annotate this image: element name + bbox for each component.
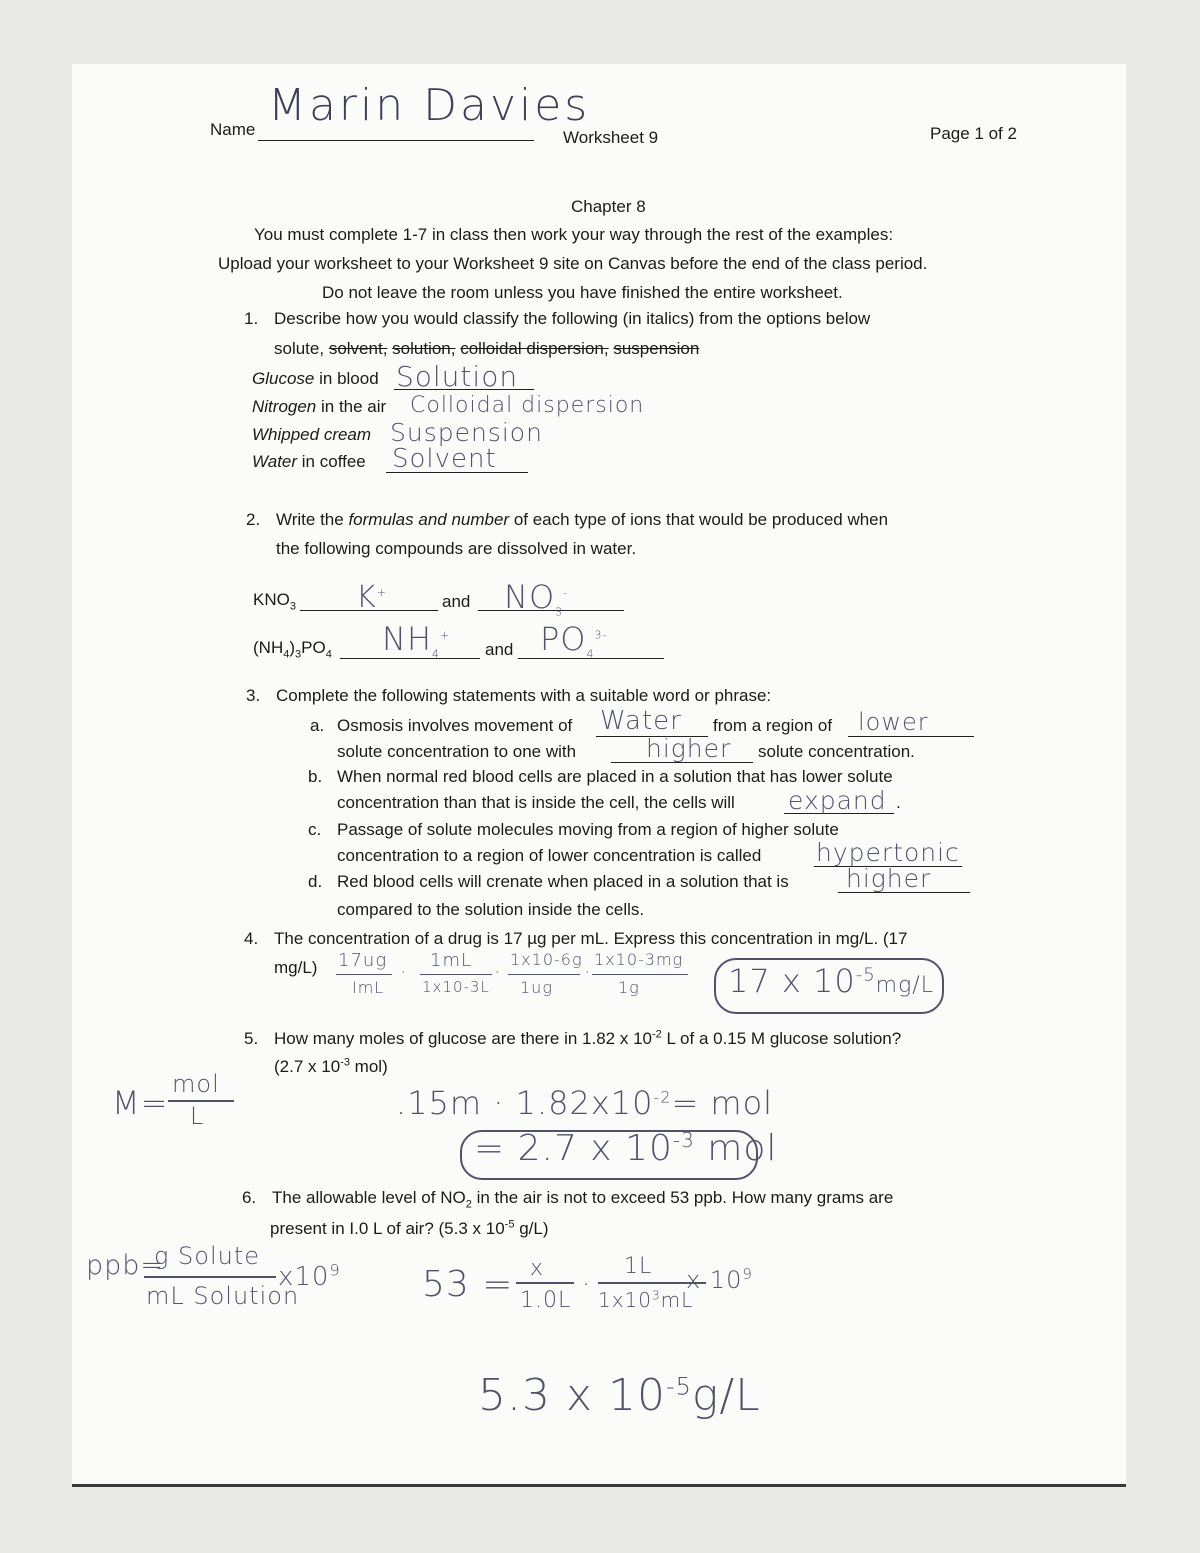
q6-eq-num-1: x (530, 1256, 545, 1281)
q5-line-1: How many moles of glucose are there in 1.82 x $10^{-2}$ L of a 0.15 M glucose solution? (274, 1028, 902, 1048)
q2-c1-ion-1: K+ (356, 580, 387, 615)
q4-number: 4. (244, 929, 259, 948)
name-underline (258, 140, 534, 141)
q1-item-glucose: Glucose in blood (252, 369, 379, 388)
q3a-answer-3: higher (646, 734, 732, 763)
q6-side-formula-den: mL Solution (146, 1282, 300, 1310)
q2-compound-1: $KNO_3$ (253, 590, 296, 613)
q6-eq-num-2: 1L (624, 1254, 653, 1279)
q3d-text-2: compared to the solution inside the cells. (337, 900, 645, 919)
q1-answer-water: Solvent (392, 444, 497, 474)
q3-number: 3. (246, 686, 261, 705)
q5-number: 5. (244, 1029, 259, 1048)
q3a-text-4: solute concentration. (758, 742, 915, 761)
q2-c2-line-1 (340, 658, 480, 659)
q6-eq-bar-1 (516, 1282, 574, 1284)
q4-line-1: The concentration of a drug is 17 µg per mL. Express this concentration in mg/L. (17 (274, 929, 908, 948)
intro-line-2: Upload your worksheet to your Worksheet 9 site on Canvas before the end of the class period. (218, 254, 928, 273)
q1-item-water: Water in coffee (252, 452, 366, 471)
q3d-text-1: Red blood cells will crenate when placed in a solution that is (337, 872, 789, 891)
q2-c1-ion-2: $NO_3^-$ (504, 578, 569, 619)
q3a-answer-1: Water (600, 706, 682, 736)
q6-side-fraction-bar (144, 1276, 276, 1278)
q6-number: 6. (242, 1188, 257, 1207)
q1-options (274, 339, 699, 359)
q2-c2-ion-2: $PO_4^{3-}$ (540, 620, 608, 661)
q6-side-formula-mult: $x10^9$ (278, 1260, 341, 1292)
q5-answer: = 2.7 x $10^{-3}$ mol (474, 1128, 778, 1169)
q4-work-dot-2: · (494, 960, 502, 984)
q4-work-den-3: 1ug (520, 978, 553, 997)
q4-work-num-4: 1x10-3mg (594, 950, 684, 969)
q6-eq-dot: · (582, 1270, 592, 1300)
q4-fraction-bar-4 (592, 974, 688, 975)
q1-answer-glucose: Solution (396, 360, 519, 393)
student-name-handwritten: Marin Davies (268, 80, 591, 131)
q3b-period: . (896, 793, 901, 812)
q3a-text-2: from a region of (713, 716, 833, 735)
q4-work-num-3: 1x10-6g (510, 950, 583, 969)
q6-line-1: The allowable level of $NO_2$ in the air is not to exceed 53 ppb. How many grams are (272, 1188, 894, 1211)
q3b-answer: expand (788, 786, 887, 815)
q2-prompt-line-2: the following compounds are dissolved in water. (276, 539, 637, 558)
q6-side-formula-num: g Solute (154, 1242, 261, 1270)
intro-line-3: Do not leave the room unless you have finished the entire worksheet. (322, 283, 843, 302)
q2-number: 2. (246, 510, 261, 529)
q5-side-formula-den: L (190, 1102, 205, 1130)
q6-eq-den-1: 1.0L (520, 1288, 572, 1313)
q4-line-2: mg/L) (274, 958, 318, 977)
option-colloidal-dispersion: colloidal dispersion, (460, 339, 609, 358)
option-suspension: suspension (613, 339, 700, 358)
q3c-text-1: Passage of solute molecules moving from a region of higher solute (337, 820, 839, 839)
q2-and-1: and (442, 592, 471, 611)
q4-work-num-1: 17ug (338, 950, 388, 971)
page-number: Page 1 of 2 (930, 124, 1017, 143)
intro-line-1: You must complete 1-7 in class then work your way through the rest of the examples: (254, 225, 894, 244)
worksheet-title: Worksheet 9 (563, 128, 659, 147)
q6-side-formula-lhs: ppb= (86, 1250, 165, 1281)
q6-eq-lhs: 53 = (422, 1264, 514, 1305)
q5-work: $.15m \cdot 1.82x10^{-2}=$ mol (396, 1084, 774, 1122)
q5-line-2: (2.7 x $10^{-3}$ mol) (274, 1056, 388, 1076)
q1-item-nitrogen: Nitrogen in the air (252, 397, 387, 416)
option-solution: solution, (392, 339, 456, 358)
q4-work-den-1: ImL (352, 978, 385, 997)
q3b-text-1: When normal red blood cells are placed in a solution that has lower solute (337, 767, 893, 786)
q2-and-2: and (485, 640, 514, 659)
q4-work-num-2: 1mL (430, 950, 473, 971)
q3a-label: a. (310, 716, 325, 735)
q3c-label: c. (308, 820, 322, 839)
q3b-text-2: concentration than that is inside the cell, the cells will (337, 793, 735, 812)
q4-work-dot-1: · (400, 960, 408, 984)
page-bottom-edge (72, 1484, 1126, 1487)
q5-side-formula-m: M= (112, 1084, 169, 1122)
q3c-answer: hypertonic (816, 838, 960, 867)
q6-line-2: present in I.0 L of air? (5.3 x $10^{-5}$ g/L) (270, 1218, 549, 1238)
q3d-answer: higher (846, 864, 932, 893)
q2-c2-ion-1: $NH_4^+$ (382, 620, 451, 661)
q4-answer: 17 x $10^{-5}mg/L$ (728, 962, 934, 1000)
q4-fraction-bar-3 (508, 974, 580, 975)
q3a-text-3: solute concentration to one with (337, 742, 577, 761)
q4-fraction-bar-2 (420, 974, 492, 975)
q3a-answer-2: lower (858, 708, 929, 736)
q3c-text-2: concentration to a region of lower concentration is called (337, 846, 762, 865)
q3a-text-1: Osmosis involves movement of (337, 716, 573, 735)
q5-side-formula-num: mol (172, 1070, 220, 1098)
q4-work-den-2: 1x10-3L (422, 978, 490, 996)
q1-prompt: Describe how you would classify the following (in italics) from the options below (274, 309, 871, 328)
q6-eq-den-2: $1x10^3mL$ (598, 1288, 694, 1312)
q2-compound-2: $(NH_4)_3PO_4$ (253, 638, 332, 661)
q1-answer-whipped-cream: Suspension (390, 418, 543, 447)
q4-work-den-4: 1g (618, 978, 640, 997)
q6-answer: 5.3 x $10^{-5}g/L$ (478, 1370, 761, 1421)
q1-answer-nitrogen: Colloidal dispersion (410, 393, 645, 418)
q1-number: 1. (244, 309, 259, 328)
option-solvent: solvent, (328, 339, 388, 358)
option-solute: solute, (274, 339, 325, 358)
q4-work-dot-3: · (584, 960, 592, 984)
q6-eq-mult: x $10^9$ (686, 1265, 753, 1294)
q2-prompt: Write the formulas and number of each type of ions that would be produced when (276, 510, 889, 529)
name-label: Name (210, 120, 256, 139)
q3b-label: b. (308, 767, 323, 786)
q1-item-whipped-cream: Whipped cream (252, 425, 372, 444)
q4-fraction-bar-1 (336, 974, 392, 975)
q3-prompt: Complete the following statements with a suitable word or phrase: (276, 686, 772, 705)
q3d-label: d. (308, 872, 323, 891)
q3a-line-2 (848, 736, 974, 737)
chapter-heading: Chapter 8 (571, 197, 646, 216)
